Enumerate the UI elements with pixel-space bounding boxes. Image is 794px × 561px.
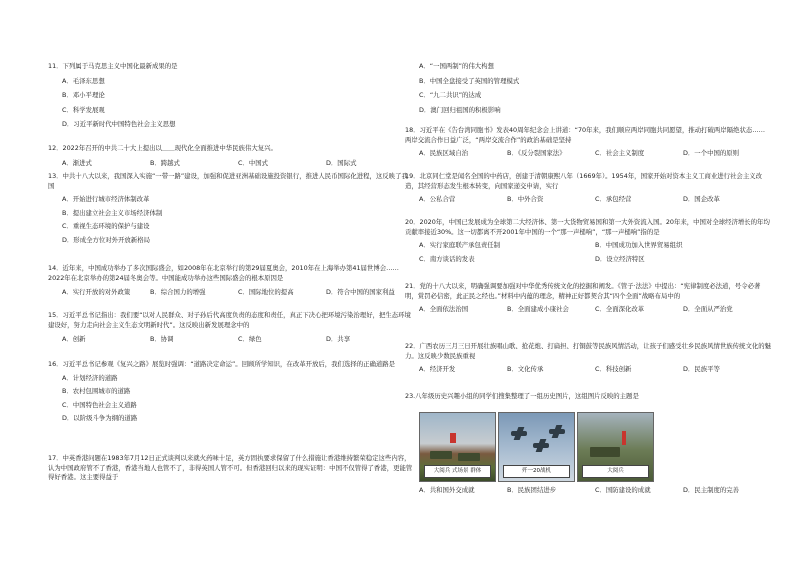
options-row	[405, 255, 771, 265]
option: A．实行开放的对外政策	[62, 288, 131, 297]
option: C．国防建设的成就	[595, 486, 651, 494]
photo-parade-review	[577, 412, 654, 482]
question-14	[48, 264, 414, 298]
option: B．综合国力的增强	[150, 288, 206, 297]
option: B．文化传承	[507, 365, 544, 374]
photo-parade-formation	[419, 412, 496, 482]
question-17	[48, 454, 414, 483]
options-row	[405, 486, 771, 496]
option: D．设立经济特区	[595, 254, 645, 263]
option: C．科学发展观	[62, 105, 105, 114]
option: A．渐进式	[62, 158, 92, 167]
question-16	[48, 360, 414, 424]
question-stem: 20．2020年，中国已发展成为全球第二大经济体、第一大货物贸易国和第一大外资流入国。20年来，中国对全球经济增长的年均贡献率接近30%。这一切都离不开2001年中国的一个“那一声槌响”，“那一声槌响”指的是	[405, 218, 770, 236]
option: C．南方谈话的发表	[419, 254, 475, 263]
option: D．一个中国的原则	[683, 149, 740, 158]
options-row	[405, 241, 771, 251]
question-stem: 17．中英香港问题在1983年7月12日正式谈判以来就火药味十足，英方固执要求保留了什么措施让香港维持繁荣稳定这些内容，认为中国政府管不了香港，香港当地人也管不了，非得英国人管不可。但香港回归以来的现实证明：中国不仅管得了香港，更能管得好香港。这主要得益于	[48, 454, 413, 482]
photo-strip	[419, 412, 654, 482]
option: C．重视生态环境的保护与建设	[62, 222, 150, 231]
question-stem: 18．习近平在《告台湾同胞书》发表40周年纪念会上讲道：“70年来，我们顺应两岸同胞共同愿望，推动打破两岸隔绝状态……两岸交流合作日益广泛，“两岸交流合作”的政治基础是坚持	[405, 126, 766, 144]
question-stem: 16．习近平总书记参观《复兴之路》展览时强调：“道路决定命运”。回顾所学知识，在改革开放后，我们选择的正确道路是	[48, 360, 396, 368]
option: D．民主制度的完善	[683, 486, 740, 494]
option: B．邓小平理论	[62, 91, 105, 100]
question-19	[405, 172, 771, 205]
option: B．农村包围城市的道路	[62, 387, 131, 396]
options-row	[405, 195, 771, 205]
options-row	[48, 159, 414, 169]
option: C．中国式	[238, 158, 269, 167]
question-stem: 23.八年级历史兴趣小组的同学们搜集整理了一组历史图片，这组图片反映的主题是	[405, 392, 639, 400]
option: D．形成全方位对外开放新格局	[62, 235, 150, 244]
question-stem: 14．近年来，中国成功举办了多次国际盛会，如2008年在北京举行的第29届夏奥会，2010年在上海举办第41届世博会……2022年在北京举办的第24届冬奥会等。中国能成功举办这些国际盛会的根本原因是	[48, 264, 399, 282]
option: D．共享	[326, 335, 351, 344]
question-stem: 13．中共十八大以来，我国深入实施“一带一路”建设，加强和促进亚洲基础设施投资银行，推进人民币国际化进程，这反映了我国	[48, 172, 408, 190]
option: C．中国特色社会主义道路	[62, 400, 137, 409]
question-stem: 15．习近平总书记指出：我们要“以对人民群众、对子孙后代高度负责的态度和责任，真正下决心把环境污染治理好，把生态环境建设好，努力走向社会主义生态文明新时代”。这反映出新发展理念中的	[48, 311, 411, 329]
question-21	[405, 282, 771, 315]
option: B．提出建立社会主义市场经济体制	[62, 208, 163, 217]
option: B．民族团结进步	[507, 486, 557, 494]
option: B．中外合资	[507, 195, 544, 204]
option: D．以阶级斗争为纲的道路	[62, 414, 138, 423]
option: A．共和国外交成就	[419, 486, 475, 494]
options-row	[405, 365, 771, 375]
question-13	[48, 172, 414, 246]
option: C．绿色	[238, 335, 262, 344]
option: B．《反分裂国家法》	[507, 149, 566, 158]
option: A．民族区域自治	[419, 149, 469, 158]
option: D．习近平新时代中国特色社会主义思想	[62, 120, 176, 129]
option: C．全面深化改革	[595, 305, 645, 314]
option: C．“九二共识”的达成	[419, 91, 482, 100]
option: D．民族平等	[683, 365, 720, 374]
option: D．澳门回归祖国的积极影响	[419, 105, 501, 114]
options-row	[405, 149, 771, 159]
option: C．国际地位的提高	[238, 288, 294, 297]
question-stem: 22．广西农历三月三日开展壮族唱山歌、抢花炮、打扁担、打铜鼓等民族风情活动，让孩子们感受壮乡民族风情世族传统文化的魅力。这反映少数民族重视	[405, 342, 772, 360]
photo-j20-fighters	[498, 412, 575, 482]
option: C．社会主义制度	[595, 149, 645, 158]
option: A．公私合营	[419, 195, 456, 204]
question-22	[405, 342, 771, 375]
question-11	[48, 62, 414, 130]
option: A．实行家庭联产承包责任制	[419, 241, 501, 250]
option: B．跨越式	[150, 158, 180, 167]
photo-caption: 大阅兵 式场景 群体	[424, 465, 491, 478]
option: A．计划经济的道路	[62, 373, 118, 382]
question-stem: 21．党的十八大以来，明确强调要加强对中华优秀传统文化的挖掘和阐发。《管子·法法》中提出：“宪律制度必法道，号令必著明，赏罚必信密，此正民之经也。”材料中内蕴的理念，精神正好都契合其“四个全面”战略布局中的	[405, 282, 761, 300]
photo-caption: 大阅兵	[582, 465, 649, 478]
option: D．国企改革	[683, 195, 720, 204]
option: B．全面建成小康社会	[507, 305, 569, 314]
question-stem: 11．下列属于马克思主义中国化最新成果的是	[48, 62, 178, 70]
option: D．全面从严治党	[683, 305, 733, 314]
option: B．协调	[150, 335, 174, 344]
options-row	[48, 288, 414, 298]
option: D．符合中国的国家利益	[326, 288, 395, 297]
option: B．中国成功加入世界贸易组织	[595, 241, 683, 250]
photo-caption: 歼一20战机	[503, 465, 570, 478]
question-18	[405, 126, 771, 159]
question-17-options	[405, 62, 771, 115]
question-stem: 19．北京同仁堂是闻名全国的中药店，创建于清朝康熙八年（1669年）。1954年，国家开始对资本主义工商业进行社会主义改造，其经营形态发生根本转变，向国家递交申请，实行	[405, 172, 762, 190]
options-row	[48, 335, 414, 345]
option: A．经济开发	[419, 365, 456, 374]
question-23	[405, 392, 771, 402]
option: D．国际式	[326, 158, 357, 167]
question-23-options	[405, 486, 771, 496]
option: C．承包经营	[595, 195, 632, 204]
question-12	[48, 144, 414, 168]
question-15	[48, 311, 414, 345]
option: B．中国全盘接受了英国的管理模式	[419, 76, 520, 85]
option: A．开始进行城市经济体制改革	[62, 195, 150, 204]
options-row	[405, 305, 771, 315]
option: C．科技创新	[595, 365, 632, 374]
option: A．全面依法治国	[419, 305, 469, 314]
question-20	[405, 218, 771, 264]
option: A．毛泽东思想	[62, 76, 105, 85]
question-stem: 12．2022年召开的中共二十大上提出以＿＿现代化全面推进中华民族伟大复兴。	[48, 144, 277, 152]
option: A．“一国两制”的伟大构想	[419, 62, 494, 70]
option: A．创新	[62, 335, 86, 344]
